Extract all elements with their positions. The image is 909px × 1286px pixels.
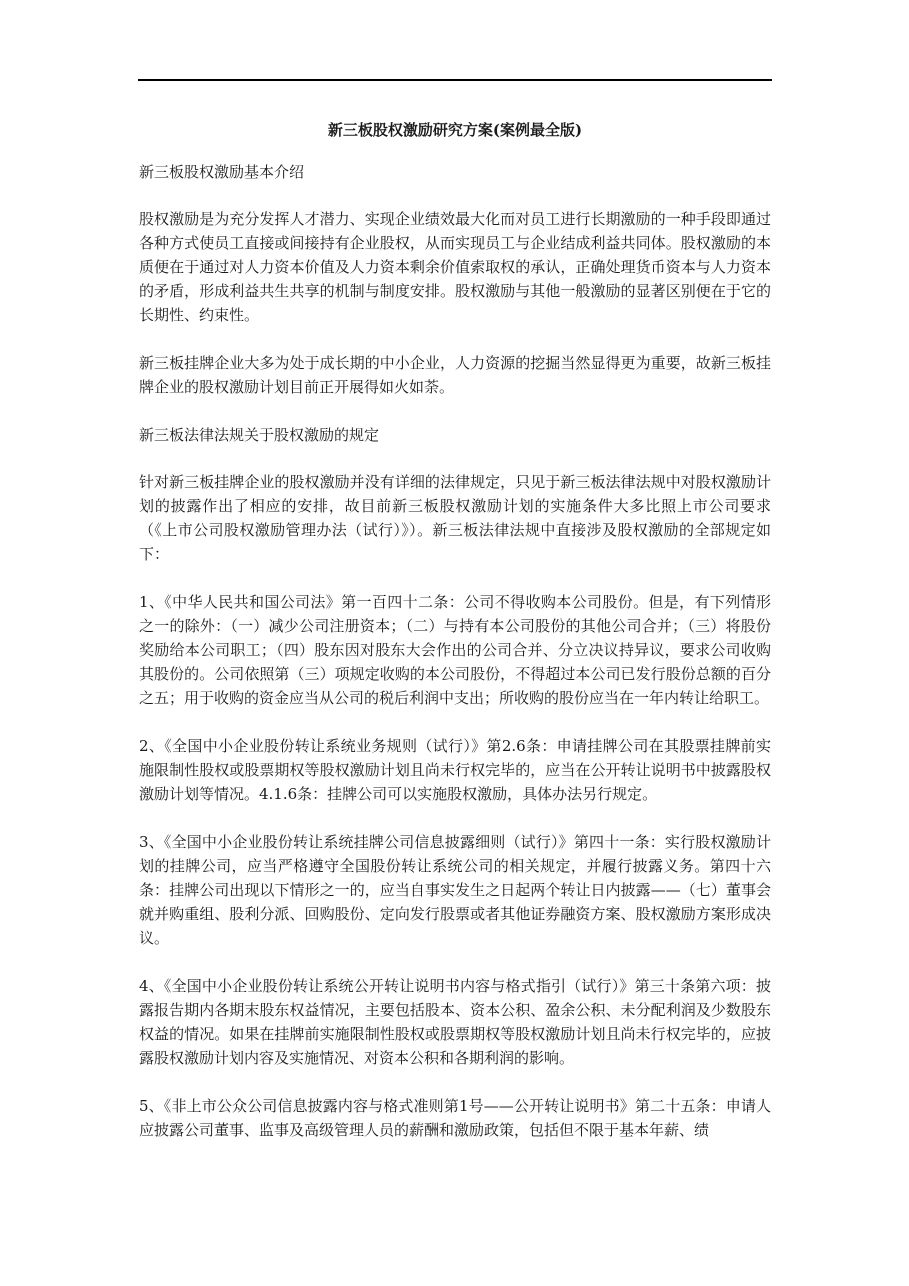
header-rule	[138, 79, 772, 81]
regulation-item-5: 5、《非上市公众公司信息披露内容与格式准则第1号——公开转让说明书》第二十五条：申请人应披露公司董事、监事及高级管理人员的薪酬和激励政策，包括但不限于基本年薪、绩	[139, 1097, 771, 1139]
document-body	[139, 118, 771, 1166]
regulation-item-4: 4、《全国中小企业股份转让系统公开转让说明书内容与格式指引（试行）》第三十条第六项：披露报告期内各期末股东权益情况，主要包括股本、资本公积、盈余公积、未分配利润及少数股东权益的情况。如果在挂牌前实施限制性股权或股票期权等股权激励计划且尚未行权完毕的，应披露股权激励计划内容及实施情况、对资本公积和各期利润的影响。	[139, 977, 771, 1067]
regulation-item-1: 1、《中华人民共和国公司法》第一百四十二条：公司不得收购本公司股份。但是，有下列情形之一的除外：（一）减少公司注册资本；（二）与持有本公司股份的其他公司合并；（三）将股份奖励给本公司职工；（四）股东因对股东大会作出的公司合并、分立决议持异议，要求公司收购其股份的。公司依照第（三）项规定收购的本公司股份，不得超过本公司已发行股份总额的百分之五；用于收购的资金应当从公司的税后利润中支出；所收购的股份应当在一年内转让给职工。	[139, 593, 771, 707]
paragraph: 针对新三板挂牌企业的股权激励并没有详细的法律规定，只见于新三板法律法规中对股权激励计划的披露作出了相应的安排，故目前新三板股权激励计划的实施条件大多比照上市公司要求（《上市公司股权激励管理办法（试行）》）。新三板法律法规中直接涉及股权激励的全部规定如下：	[139, 473, 771, 563]
section-heading-intro: 新三板股权激励基本介绍	[139, 163, 305, 181]
paragraph: 新三板挂牌企业大多为处于成长期的中小企业，人力资源的挖掘当然显得更为重要，故新三板挂牌企业的股权激励计划目前正开展得如火如荼。	[139, 354, 771, 396]
regulation-item-2: 2、《全国中小企业股份转让系统业务规则（试行）》第2.6条：申请挂牌公司在其股票挂牌前实施限制性股权或股票期权等股权激励计划且尚未行权完毕的，应当在公开转让说明书中披露股权激励计划等情况。4.1.6条：挂牌公司可以实施股权激励，具体办法另行规定。	[139, 737, 771, 803]
document-title: 新三板股权激励研究方案(案例最全版)	[327, 121, 583, 139]
paragraph: 股权激励是为充分发挥人才潜力、实现企业绩效最大化而对员工进行长期激励的一种手段即通过各种方式使员工直接或间接持有企业股权，从而实现员工与企业结成利益共同体。股权激励的本质便在于通过对人力资本价值及人力资本剩余价值索取权的承认，正确处理货币资本与人力资本的矛盾，形成利益共生共享的机制与制度安排。股权激励与其他一般激励的显著区别便在于它的长期性、约束性。	[139, 210, 771, 324]
regulation-item-3: 3、《全国中小企业股份转让系统挂牌公司信息披露细则（试行）》第四十一条：实行股权激励计划的挂牌公司，应当严格遵守全国股份转让系统公司的相关规定，并履行披露义务。第四十六条：挂牌公司出现以下情形之一的，应当自事实发生之日起两个转让日内披露——（七）董事会就并购重组、股利分派、回购股份、定向发行股票或者其他证券融资方案、股权激励方案形成决议。	[139, 833, 771, 947]
section-heading-regulations: 新三板法律法规关于股权激励的规定	[139, 426, 380, 444]
